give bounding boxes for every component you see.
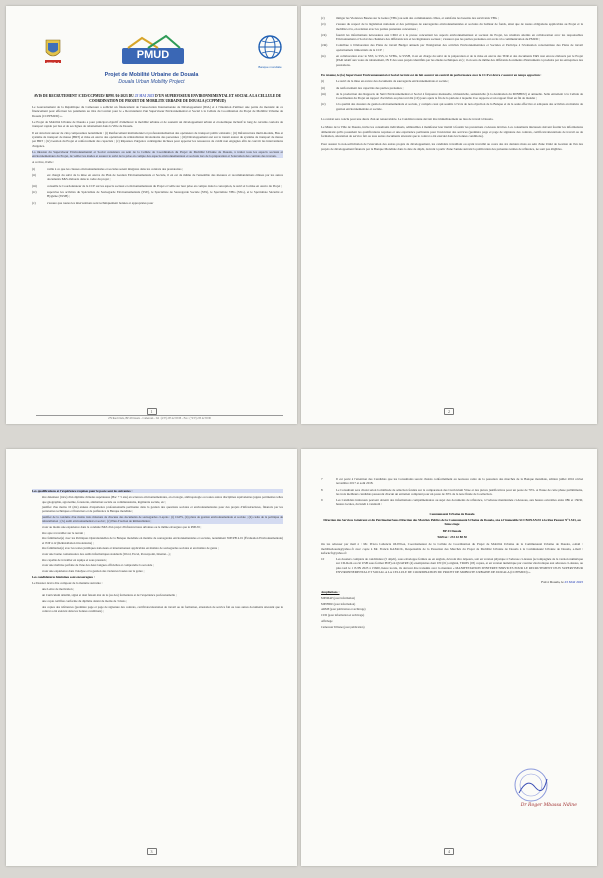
document-page-2: [301, 6, 597, 424]
project-title: Projet de Mobilité Urbaine de Douala: [104, 72, 199, 78]
qualifications-title: Les qualifications et l'expérience requises pour le poste sont les suivantes :: [32, 489, 283, 493]
summary-paragraph: En résumé, le (la) Superviseur Environnemental et Social recruté est de fait assurer un contrôl de performance avec le CCP et devra s'assurer en temps opportun :: [321, 72, 542, 77]
list-item: MINHDU (pour information): [321, 601, 356, 606]
notice-title: AVIS DE RECRUTEMENT /CUD/CCPMUD/ RPM /16-2023 DU 23 MAI 2023 D'UN SUPERVISEUR ENVIRONNEMENTAL ET SOCIAL A LA CELLULE DE COORDINATION DU PROJET DE MOBILITE URBAINE DE DOUALA (CCPPMUD): [33, 94, 282, 103]
coat-of-arms-logo: [42, 36, 64, 66]
list-item: avoir une bonne connaissance des outils informatiques standards (Word, Excel, Powerpoint, Internet...) ;: [42, 552, 172, 557]
women-note: Les candidatures féminines sont encouragées :: [32, 574, 95, 579]
page-number-3: 3: [6, 848, 297, 872]
list-item: (ii) est chargé du suivi de la mise en œuvre du Plan de Gestion Environnementale et Sociale, il en est de même de l'ensemble des mesures et recommandations émises par les autres documents E&S élaborés dans le cadre du projet ;: [32, 173, 283, 182]
list-item: (iv) à la qualité des dossiers de gestion environnementale et sociale, y compris ceux qui soumis à l'avis de non objection de la Banque et de la seule effective et adéquate des activités en matière de gestion environnementale et sociale.: [321, 102, 583, 111]
list-item: ARMP (pour publication et archivage): [321, 607, 366, 612]
eligibility-paragraph: Pour assurer la non-sollicitation de l'exécution des autres projets de développement, les candidats travaillant ou ayant travaillé au cours des six derniers mois au sein d'une Unité de Gestion de l'un des projets de développement financés par la Banque Mondiale dans la date de dépôt, doivent à partir d'une l'année suivant la publication des présentes termes de référence, ne sont pas éligibles.: [321, 142, 583, 151]
page-footer: 279 Rue Ivindo, BP 43 Douala – Cameroun – Tel : (237) 233 42 83 88 – Fax : (+237) 233 42 83 80: [36, 415, 283, 420]
list-item: 10 Les dossiers complets de candidature (5 dépôt), sous enveloppe fermée ou en anglais, devront être déposés, soit en version physique à l'adresse ci-dessus (accompagnée de la version numérique sur CD-Rom ou clé USB sous format PDF) en QUATRE (4) exemplaires dont UN (01) original, TROIS (03) copies, et en version numérique par courrier électronique aux adresses ci-dessus, au plus tard le 1 JUIN 2023 à 15h00, heure locale, ils devront être transmis avec la mention « MANIFESTATION D'INTERET/SERVICES POUR LE RECRUTEMENT D'UN SUPERVISEUR ENVIRONNEMENTAL ET SOCIAL A LA CELLULE DE COORDINATION DU PROJET DE MOBILITE URBAINE DE DOUALA (CCPPMUD) ».: [321, 557, 583, 575]
list-item: des copies des références (première page et page de signature des contrats, certificats/attestation de travail ou de formation, attestation de service fait ou tous autres documents attestant que le contrat a été exécuté dans les bonnes conditions) ;: [42, 604, 283, 613]
list-item: 7 Il est porté à l'attention des Candidats que les Consultants seront choisis conformément au nouveau cadre de la passation des marchés de la Banque mondiale, édition juillet 2016 révisé novembre 2017 et août 2018.: [321, 477, 583, 486]
list-item: (i) veille à ce que les clauses environnementales et sociales soient intégrées dans les contrats des prestataires ;: [32, 166, 184, 171]
mission-list: [32, 167, 283, 207]
email-paragraph: Ou les adresser par mail à : Mr. Prisca Laliencia OLINGA, Coordonnateur de la Cellule de Coordination du Projet de Mobilité Urbaine de la Communauté Urbaine de Douala, e.mail : mobilitedouala@yahoo.fr avec copie à Mr. Franck KAFACK, Responsable de la Passation des Marchés du Projet de Mobilité Urbaine de Douala à la Communauté Urbaine de Douala, e.mail : kafackcfr@yahoo.fr: [321, 542, 583, 555]
list-item: CUD (pour information et archivage): [321, 613, 365, 618]
page-number-1: 1: [6, 408, 297, 872]
list-item: avoir une maîtrise parfaite de l'une des deux langues officielles et comprendre la seconde ;: [42, 563, 154, 568]
pmud-logo-text: PMUD: [136, 49, 170, 61]
list-item: Affichage: [321, 619, 333, 624]
list-item: (vii) fournit les informations nécessaires aux CMO et à la presse concernant les aspects environnementaux et sociaux du Projet, les résultats atteints en collaboration avec les responsables Environnement et Social des chantiers des différents lots et les Ingénieurs sociaux ; s'assurer que les parties prenantes ont accès à la communication du PMUD ;: [321, 32, 583, 42]
duties-list-cont: [321, 16, 583, 69]
date-stamp: 23 MAI 2023: [134, 94, 155, 98]
list-item: être familiarisé(e) avec les Politiques Opérationnelles de la Banque mondiale en matière de sauvegardes environnementales et sociales, notamment l'OP/PB 4.01 (Évaluation Environnementale) et l'OP 4.12 (Réinstallation involontaire) ;: [42, 536, 283, 545]
list-item: être détenteur (trice) d'un diplôme d'études supérieures (Bac + 5 ans) en sciences environnementales, en écologie, anthropologie ou toutes autres disciplines équivalentes jugées pertinentes telles que géographie, agronomie, foresterie, animation sociale ou communautaire, ingénierie sociale, etc ;: [42, 495, 283, 504]
contact-address: Communauté Urbaine de Douala Direction des Services Généraux et du Patrimoine/Sous-Direction des Marchés Publics de la Communauté Urbaine de Douala, sise à l'immeuble SCI BONANJO à la Rue Pasteur N°1.543, au 5ème étage BP 43 Douala Tél/Fax : 233 42 88 50: [323, 511, 581, 539]
list-item: (ii) du renforcement des capacités des parties prenantes ;: [321, 85, 404, 90]
list-item: 9 Les Candidats intéressés peuvent obtenir des informations complémentaires au sujet des documents de référence, à l'adresse mentionnée ci-dessous, aux heures ouvrables entre 08h et 15h30, heures locales, du lundi à vendredi :: [321, 498, 583, 507]
coat-label: DOUALA: [46, 61, 60, 65]
list-item: un Curriculum détaillé, signé et daté faisant état de la (ou des) formations et de l'expérience professionnelle ;: [42, 593, 177, 598]
list-item: (viii) Contribue à l'élaboration des Plans de travail Budget annuels par l'intégration des activités Environnementales et Sociales et Participe à l'évaluation conscientisée des Plans de travail opérationnels trimestriels de la CCP ;: [321, 43, 583, 52]
project-subtitle: Douala Urban Mobility Project: [118, 79, 185, 85]
list-item: Cameroun Tribune (pour publication): [321, 625, 365, 630]
list-item: une Lettre de motivation ;: [42, 587, 75, 592]
list-item: (ix) en collaboration avec le SSE, le SSS, le SVBG, le SSSH, il est en charge du suivi de la préparation et de la mise en œuvre des TDR et des documents E&S non encore élaborés par le Projet (PAR relatif aux voies de rabattement, IN E des sous projets identifiés par les études techniques etc) ; il en sera de même des différents documents d'instruments à produire par les entreprises des prestations.: [321, 54, 583, 67]
pmud-logo: [118, 34, 188, 68]
ampliations: Ampliations : MINMAP (pour information) MINHDU (pour information) ARMP (pour publication et archivage) CUD (pour information et archivage) Affichage Cameroun Tribune (pour publication): [321, 590, 431, 630]
list-item: être apte à travailler sur le terrain ;: [42, 530, 85, 535]
contract-paragraph: La contrat sera conclu pour une durée d'un an renouvelable. Le Candidat retenu devrait être immédiatement au lieu de travail à Douala.: [321, 117, 494, 122]
list-item: 8 Le Consultant sera choisi selon la méthode de sélection fondée sur la comparaison des Curriculum Vitae et des pièces justificatives pour un poste de 70%. A l'issue de cette phase préliminaire, les trois meilleurs candidats passeront chacun un entretien comptant pour un poste de 30% de la note finale de la sélection.: [321, 487, 583, 496]
list-item: une copie certifiée conforme du diplôme datant de moins de 3 mois ;: [42, 598, 128, 603]
list-item: MINMAP (pour information): [321, 595, 356, 600]
list-item: avoir une expérience dans l'analyse et la gestion des violences basées sur le genre ;: [42, 569, 145, 574]
list-item: (iii) conseille le Coordonnateur de la CCP sur les aspects sociaux et environnementaux du Projet et veille sur leur prise en compte dans la conception, le suivi et la mise en œuvre du Projet ;: [32, 183, 282, 188]
page-number-4: 4: [301, 848, 597, 872]
list-item: (i) Le suivi de la mise en œuvre des documents de sauvegarde environnementale et sociale ;: [321, 79, 450, 84]
list-item: avoir au moins une expérience dans la conduite E&S d'un projet d'infrastructures urbaines ou le même envergure que le PMUD ;: [42, 525, 202, 530]
signature-date-stamp: 23 MAI 2023: [564, 580, 583, 585]
invitation-paragraph: Le Maire de la Ville de Douala, invite les consultants individuels, admissibles à manifester leur intérêt à fournir les prestations ci-dessus décrites. Les consultants intéressés doivent fournir les informations démontrant qu'ils possèdent les qualifications requises et une expérience pertinente pour l'exécution des services (première page et page de signature des contrats, certificats/attestations de travail ou de formation, attestation de service fait ou tous autres documents attestant que le contrat a été exécuté dans les bonnes conditions).: [321, 125, 583, 138]
list-item: être capable de travailler en équipe et sous pression ;: [42, 557, 108, 562]
dossier-title: Le Dossier devra être composé de la manière suivante :: [32, 581, 103, 586]
list-item: (v) mitiger les Violences Basées sur le Genre (VBG) au sein des communautés cibles, et satisfaire les besoins des survivants VBG ;: [321, 16, 500, 20]
signature: Dr Roger Mbassa Ndine: [520, 803, 577, 808]
paragraph-2: Le Projet de Mobilité Urbaine de Douala a pour principal objectif d'améliorer la mobilité urbaine et de soutenir un développement urbain et économique inclusif le long de certains couloirs de transport rapide par bus et de ses lignes de rabattement dans la Ville de Douala.: [32, 120, 283, 129]
worldbank-logo: [255, 34, 285, 68]
list-item: (vi) s'assure du respect de la législation nationale et des politiques de sauvegardes environnementales et sociales du bailleur de fonds, ainsi que de toutes obligations applicables au Projet et la mobilité et la, en relation avec les parties prenantes concernées ;: [321, 22, 583, 31]
summary-list: [321, 79, 583, 113]
list-item: être familiarisé(e) avec les textes juridiques nationaux et internationaux applicables en matière de sauvegardes sociales et en matière de genre ;: [42, 546, 219, 551]
list-item: justifier de la conduite d'au moins trois missions de chacune des documents de sauvegardes ci-après : (i) CGES, (ii) plans de gestion environnementale et sociale ; (ii) cadre de la politique de réinstallation ; (iv) audit environnemental et social ; (v) Plan d'Action de Réinstallation ;: [42, 515, 283, 524]
paragraph-3: Il est structuré autour de cinq composantes notamment : (i) Renforcement institutionnel et professionnalisation des opérateurs de transport public existants ; (ii) Infrastructure multi-modale, Bus et système de transport de masse (BRT) et mise en œuvre des opérations de réinstallation involontaire des personnes ; (iii) Développement axé sur le transit autour du système de transport de masse par BRT ; (iv) Gestion du Projet et renforcement des capacités ; (v) Réponses d'urgence contingente incluses pour apporter les ressources de crédit non engagées afin de couvrir les interventions d'urgence.: [32, 130, 283, 148]
place-date: Fait à Douala, le 23 MAI 2023: [541, 580, 583, 585]
page-number-2: 2: [301, 408, 597, 872]
document-page-1: [6, 6, 297, 424]
paragraph-4: La mission du Superviseur Environnemental et Social consistera au sein de la Cellule de Coordination du Projet de Mobilité Urbaine de Douala, à traiter tous les aspects sociaux et environnementaux du Projet, de veiller les études et assurer le suivi de la prise en compte des aspects environnementaux et sociaux lors de la préparation et l'exécution des contrats des travaux.: [32, 149, 283, 159]
paragraph-1: Le Gouvernement de la République du Cameroun a sollicité un financement de l'Association Internationale de Développement (IDA) et à l'intention d'utiliser une partie du montant de ce financement pour effectuer les paiements au titre du Contrat pour le « Recrutement d'un Superviseur Environnemental et Social à la Cellule de Coordination du Projet de Mobilité Urbaine de Douala (CCPPMUD) ».: [32, 105, 283, 118]
paragraph-4b: A ce titre, il/elle :: [32, 160, 55, 165]
list-item: (iv) supervise les activités du Spécialiste de Sauvegarde Environnementale (SSE), le Spécialiste de Sauvegarde Sociale (SSS), le Spécialiste VBG (SSG), et le Spécialiste Sécurité et Hygiène (SSSH) ;: [32, 189, 283, 199]
list-item: (v) s'assure que toutes les interventions sont techniquement bonnes et appropriées pour: [32, 200, 154, 205]
list-item: (iii) de la production des Rapports de Suivi Environnemental et Social à fréquence mensuelle, trimestrielle, semestrielle (à la destination du MINHDU) et annuelle. Selle entretient à la Cellule de Coordination du Projet un rapport d'activités au plus tard dix (10) jours après la fin de la période à laquelle il se rapporte et un rapport final en fin de mandat ;: [321, 91, 583, 101]
worldbank-label: Banque mondiale: [258, 65, 282, 69]
list-item: justifier d'au moins 10 (dix) années d'expérience professionnelle pertinente dans la gestion des questions sociales et environnementales pour des projets d'infrastructures, financés par les partenaires techniques et financiers et de préférence la Banque mondiale ;: [42, 505, 283, 514]
